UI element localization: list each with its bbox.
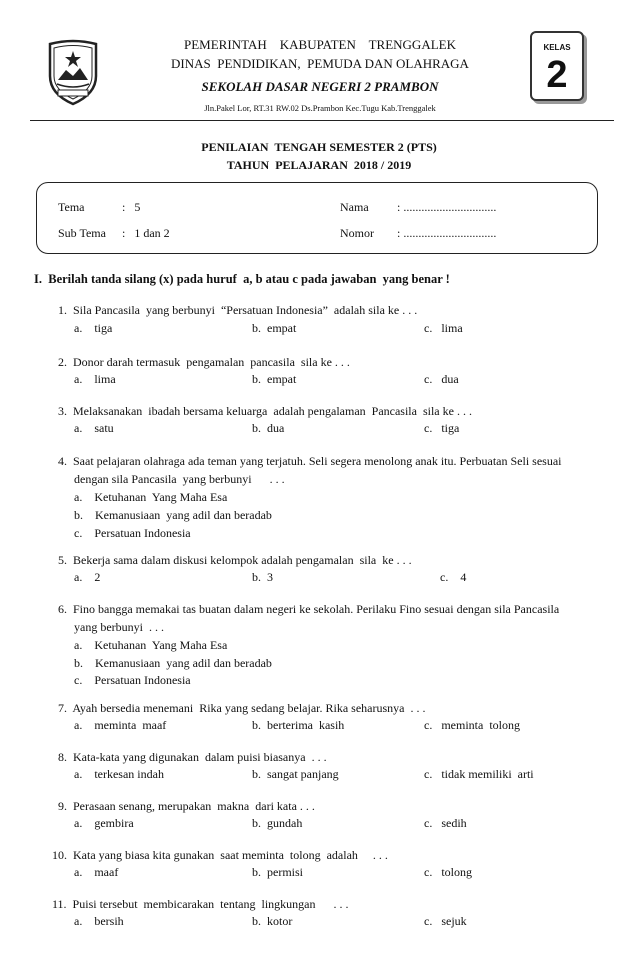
question-6-option-b[interactable]: b. Kemanusiaan yang adil dan beradab — [74, 656, 272, 670]
question-10-option-c[interactable]: c. tolong — [424, 865, 472, 879]
class-badge — [530, 31, 584, 101]
question-2-option-a[interactable]: a. lima — [74, 372, 116, 386]
question-4-option-a[interactable]: a. Ketuhanan Yang Maha Esa — [74, 490, 228, 504]
question-8-text: 8. Kata-kata yang digunakan dalam puisi biasanya . . . — [58, 750, 327, 764]
question-11-option-c[interactable]: c. sejuk — [424, 914, 467, 928]
question-11-option-a[interactable]: a. bersih — [74, 914, 124, 928]
question-7-option-b[interactable]: b. berterima kasih — [252, 718, 345, 732]
header-line-government: PEMERINTAH KABUPATEN TRENGGALEK — [184, 37, 456, 52]
header-line-department: DINAS PENDIDIKAN, PEMUDA DAN OLAHRAGA — [171, 56, 469, 71]
header-divider — [30, 120, 614, 121]
question-8-option-c[interactable]: c. tidak memiliki arti — [424, 767, 534, 781]
question-6-text: 6. Fino bangga memakai tas buatan dalam negeri ke sekolah. Perilaku Fino sesuai dengan sila Pancasila — [58, 602, 560, 616]
question-3-option-b[interactable]: b. dua — [252, 421, 285, 435]
question-5-option-a[interactable]: a. 2 — [74, 570, 101, 584]
question-3-option-c[interactable]: c. tiga — [424, 421, 460, 435]
header-school-name: SEKOLAH DASAR NEGERI 2 PRAMBON — [201, 79, 439, 94]
exam-year: TAHUN PELAJARAN 2018 / 2019 — [226, 158, 412, 172]
kabupaten-logo — [44, 38, 102, 106]
question-8-option-b[interactable]: b. sangat panjang — [252, 767, 339, 781]
question-2-option-c[interactable]: c. dua — [424, 372, 459, 386]
nomor-field[interactable]: : ............................... — [397, 226, 497, 240]
question-2-option-b[interactable]: b. empat — [252, 372, 297, 386]
tema-label: Tema — [58, 200, 85, 214]
header-address: Jln.Pakel Lor, RT.31 RW.02 Ds.Prambon Kec.Tugu Kab.Trenggalek — [204, 103, 436, 113]
question-9-option-a[interactable]: a. gembira — [74, 816, 134, 830]
question-9-option-b[interactable]: b. gundah — [252, 816, 303, 830]
question-11-option-b[interactable]: b. kotor — [252, 914, 293, 928]
question-3-option-a[interactable]: a. satu — [74, 421, 114, 435]
nomor-label: Nomor — [340, 226, 374, 240]
subtema-value: : 1 dan 2 — [122, 226, 170, 240]
subtema-label: Sub Tema — [58, 226, 106, 240]
question-5-text: 5. Bekerja sama dalam diskusi kelompok adalah pengamalan sila ke . . . — [58, 553, 412, 567]
question-9-option-c[interactable]: c. sedih — [424, 816, 467, 830]
question-3-text: 3. Melaksanakan ibadah bersama keluarga adalah pengalaman Pancasila sila ke . . . — [58, 404, 472, 418]
nama-label: Nama — [340, 200, 369, 214]
question-5-option-b[interactable]: b. 3 — [252, 570, 273, 584]
section-instruction: I. Berilah tanda silang (x) pada huruf a, b atau c pada jawaban yang benar ! — [34, 272, 450, 286]
question-1-text: 1. Sila Pancasila yang berbunyi “Persatuan Indonesia” adalah sila ke . . . — [58, 303, 418, 317]
exam-title: PENILAIAN TENGAH SEMESTER 2 (PTS) — [201, 140, 437, 154]
tema-value: : 5 — [122, 200, 141, 214]
question-6-option-c[interactable]: c. Persatuan Indonesia — [74, 673, 191, 687]
regency-emblem-icon — [44, 38, 102, 106]
question-6-option-a[interactable]: a. Ketuhanan Yang Maha Esa — [74, 638, 228, 652]
question-4-text-cont: dengan sila Pancasila yang berbunyi . . . — [74, 472, 285, 486]
question-7-text: 7. Ayah bersedia menemani Rika yang sedang belajar. Rika seharusnya . . . — [58, 701, 426, 715]
question-5-option-c[interactable]: c. 4 — [440, 570, 467, 584]
question-8-option-a[interactable]: a. terkesan indah — [74, 767, 164, 781]
question-1-option-a[interactable]: a. tiga — [74, 321, 113, 335]
class-badge-label: KELAS — [543, 43, 571, 52]
student-info-box — [36, 182, 598, 254]
nama-field[interactable]: : ............................... — [397, 200, 497, 214]
question-9-text: 9. Perasaan senang, merupakan makna dari kata . . . — [58, 799, 315, 813]
question-11-text: 11. Puisi tersebut membicarakan tentang lingkungan . . . — [52, 897, 349, 911]
question-10-option-b[interactable]: b. permisi — [252, 865, 303, 879]
question-2-text: 2. Donor darah termasuk pengamalan pancasila sila ke . . . — [58, 355, 350, 369]
question-1-option-b[interactable]: b. empat — [252, 321, 297, 335]
question-10-option-a[interactable]: a. maaf — [74, 865, 119, 879]
question-7-option-c[interactable]: c. meminta tolong — [424, 718, 520, 732]
question-1-option-c[interactable]: c. lima — [424, 321, 463, 335]
question-6-text-cont: yang berbunyi . . . — [74, 620, 164, 634]
class-badge-number: 2 — [546, 54, 568, 96]
question-4-option-b[interactable]: b. Kemanusiaan yang adil dan beradab — [74, 508, 272, 522]
question-4-text: 4. Saat pelajaran olahraga ada teman yang terjatuh. Seli segera menolong anak itu. Perbuatan Seli sesuai — [58, 454, 562, 468]
question-10-text: 10. Kata yang biasa kita gunakan saat meminta tolong adalah . . . — [52, 848, 388, 862]
question-7-option-a[interactable]: a. meminta maaf — [74, 718, 167, 732]
question-4-option-c[interactable]: c. Persatuan Indonesia — [74, 526, 191, 540]
